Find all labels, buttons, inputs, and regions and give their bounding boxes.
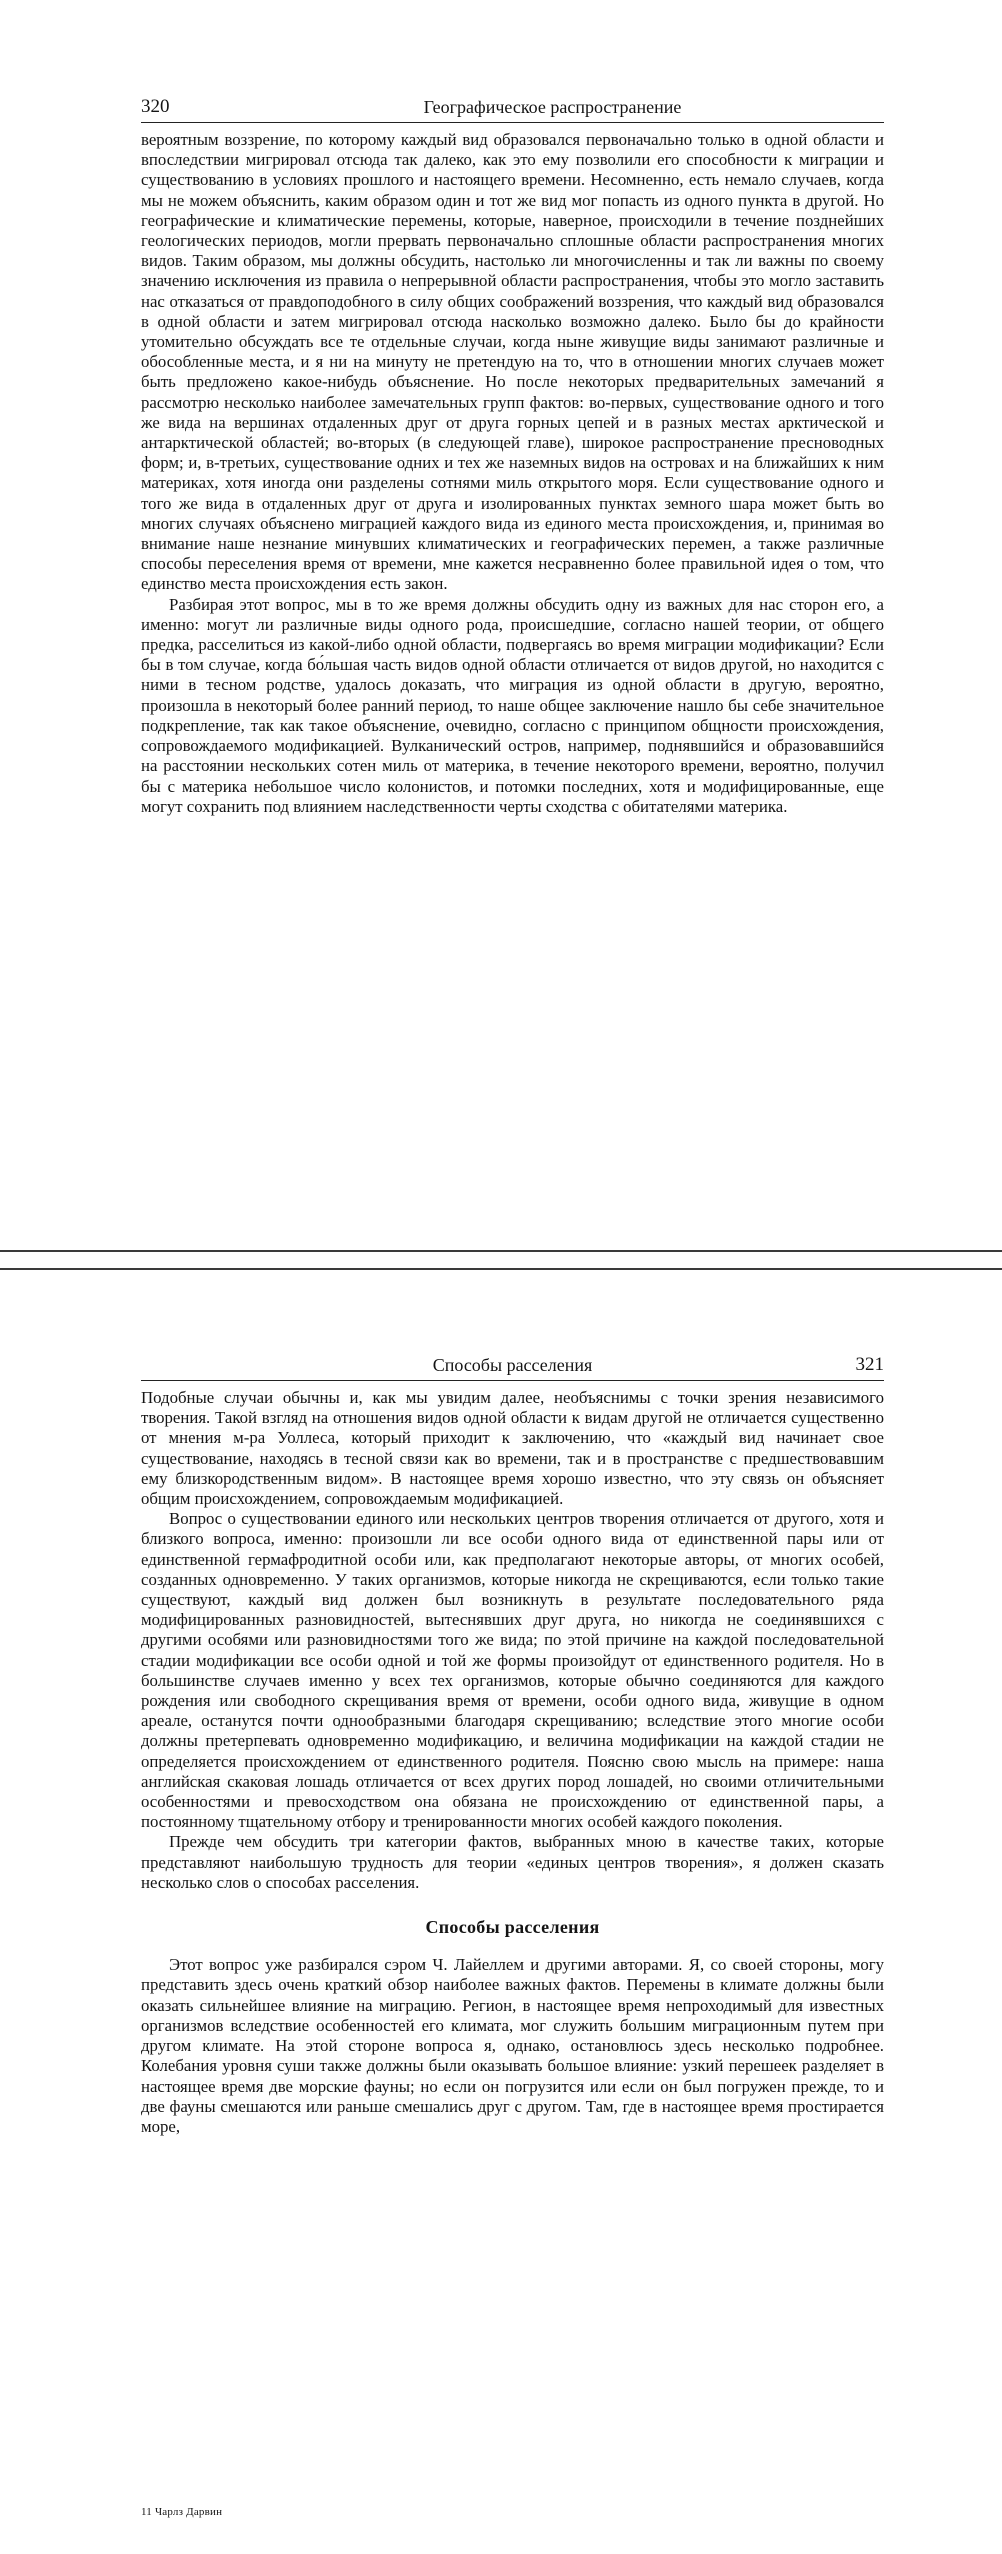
divider-line <box>0 1250 1002 1252</box>
page-header <box>141 1350 884 1381</box>
paragraph: Вопрос о существовании единого или нескольких центров творения отличается от другого, хотя и близкого вопроса, именно: произошли ли все особи одного вида от единственной пары или от единственной гермафродитной особи или, как предполагают некоторые авторы, от многих особей, созданных одновременно. У таких организмов, которые никогда не скрещиваются, если только такие существуют, каждый вид должен был возникнуть в результате последовательного ряда модифицированных разновидностей, вытеснявших друг друга, но никогда не соединявшихся с другими особями или разновидностями того же вида; по этой причине на каждой последовательной стадии модификации все особи одной и той же формы произойдут от единственного родителя. Но в большинстве случаев именно у всех тех организмов, которые обычно соединяются для каждого рождения или свободного скрещивания время от времени, особи одного вида, живущие в одном ареале, останутся почти однообразными благодаря скрещиванию; вследствие этого многие особи должны претерпевать одновременно модификацию, и величина модификации на каждой стадии не определяется происхождением от единственного родителя. Поясню свою мысль на примере: наша английская скаковая лошадь отличается от всех других пород лошадей, но своими отличительными особенностями и превосходством она обязана не происхождению от единственной пары, а постоянному тщательному отбору и тренированности многих особей каждого поколения. <box>141 1509 884 1832</box>
paragraph: Прежде чем обсудить три категории фактов, выбранных мною в качестве таких, которые представляют наибольшую трудность для теории «единых центров творения», я должен сказать несколько слов о способах расселения. <box>141 1832 884 1892</box>
page-number: 321 <box>855 1354 884 1375</box>
running-head: Способы расселения <box>432 1355 593 1375</box>
page-divider <box>0 1242 1002 1270</box>
page-320 <box>0 0 1002 1242</box>
page-number: 320 <box>141 96 170 117</box>
page-body <box>141 130 884 817</box>
paragraph: вероятным воззрение, по которому каждый вид образовался первоначально только в одной области и впоследствии мигрировал отсюда так далеко, как это ему позволили его способности к миграции и существованию в условиях прошлого и настоящего времени. Несомненно, есть немало случаев, когда мы не можем объяснить, каким образом один и тот же вид мог попасть из одного пункта в другой. Но географические и климатические перемены, которые, наверное, происходили в течение позднейших геологических периодов, могли прервать первоначально сплошные области распространения многих видов. Таким образом, мы должны обсудить, настолько ли многочисленны и так ли важны по своему значению исключения из правила о непрерывной области распространения, чтобы это могло заставить нас отказаться от правдоподобного в силу общих соображений воззрения, что каждый вид образовался в одной области и затем мигрировал отсюда насколько возможно далеко. Было бы до крайности утомительно обсуждать все те отдельные случаи, когда ныне живущие виды занимают различные и обособленные места, и я ни на минуту не претендую на то, что в отношении многих случаев может быть предложено какое-нибудь объяснение. Но после некоторых предварительных замечаний я рассмотрю несколько наиболее замечательных групп фактов: во-первых, существование одного и того же вида на вершинах отдаленных друг от друга горных цепей и в разных местах арктической и антарктической областей; во-вторых (в следующей главе), широкое распространение пресноводных форм; и, в-третьих, существование одних и тех же наземных видов на островах и на ближайших к ним материках, хотя иногда они разделены сотнями миль открытого моря. Если существование одного и того же вида в отдаленных друг от друга и изолированных пунктах земного шара может быть во многих случаях объяснено миграцией каждого вида из единого места происхождения, и, принимая во внимание наше незнание минувших климатических и географических перемен, а также различные способы переселения время от времени, мне кажется несравненно более правильной идея о том, что единство места происхождения есть закон. <box>141 130 884 594</box>
paragraph: Этот вопрос уже разбирался сэром Ч. Лайеллем и другими авторами. Я, со своей стороны, могу представить здесь очень краткий обзор наиболее важных фактов. Перемены в климате должны были оказать сильнейшее влияние на миграцию. Регион, в настоящее время непроходимый для известных организмов вследствие особенностей его климата, мог служить большим миграционным путем при другом климате. На этой стороне вопроса я, однако, остановлюсь здесь несколько подробнее. Колебания уровня суши также должны были оказывать большое влияние: узкий перешеек разделяет в настоящее время две морские фауны; но если он погрузится или если он был погружен прежде, то и две фауны смешаются или раньше смешались друг с другом. Там, где в настоящее время простирается море, <box>141 1955 884 2136</box>
page-321 <box>0 1270 1002 2554</box>
paragraph: Подобные случаи обычны и, как мы увидим далее, необъяснимы с точки зрения независимого творения. Такой взгляд на отношения видов одной области к видам другой не отличается существенно от мнения м-ра Уоллеса, который приходит к заключению, что «каждый вид начинает свое существование, находясь в тесной связи как во времени, так и в пространстве с предшествовавшим ему близкородственным видом». В настоящее время хорошо известно, что эту связь он объясняет общим происхождением, сопровождаемым модификацией. <box>141 1388 884 1509</box>
page-header <box>141 92 884 123</box>
section-heading: Способы расселения <box>425 1917 600 1938</box>
running-head: Географическое распространение <box>423 97 682 117</box>
page-body <box>141 1388 884 2137</box>
signature-footer: 11 Чарлз Дарвин <box>141 2506 223 2518</box>
paragraph: Разбирая этот вопрос, мы в то же время должны обсудить одну из важных для нас сторон его, а именно: могут ли различные виды одного рода, происшедшие, согласно нашей теории, от общего предка, расселиться из какой-либо одной области, подвергаясь во время миграции модификации? Если бы в том случае, когда бо́льшая часть видов одной области отличается от видов другой, но находится с ними в тесном родстве, удалось доказать, что миграция из одной области в другую, вероятно, произошла в некоторый более ранний период, то наше общее заключение нашло бы себе значительное подкрепление, так как такое объяснение, очевидно, согласно с принципом общности происхождения, сопровождаемого модификацией. Вулканический остров, например, поднявшийся и образовавшийся на расстоянии нескольких сотен миль от материка, в течение некоторого времени, вероятно, получил бы с материка небольшое число колонистов, и потомки последних, хотя и модифицированные, еще могут сохранить под влиянием наследственности черты сходства с обитателями материка. <box>141 594 884 816</box>
